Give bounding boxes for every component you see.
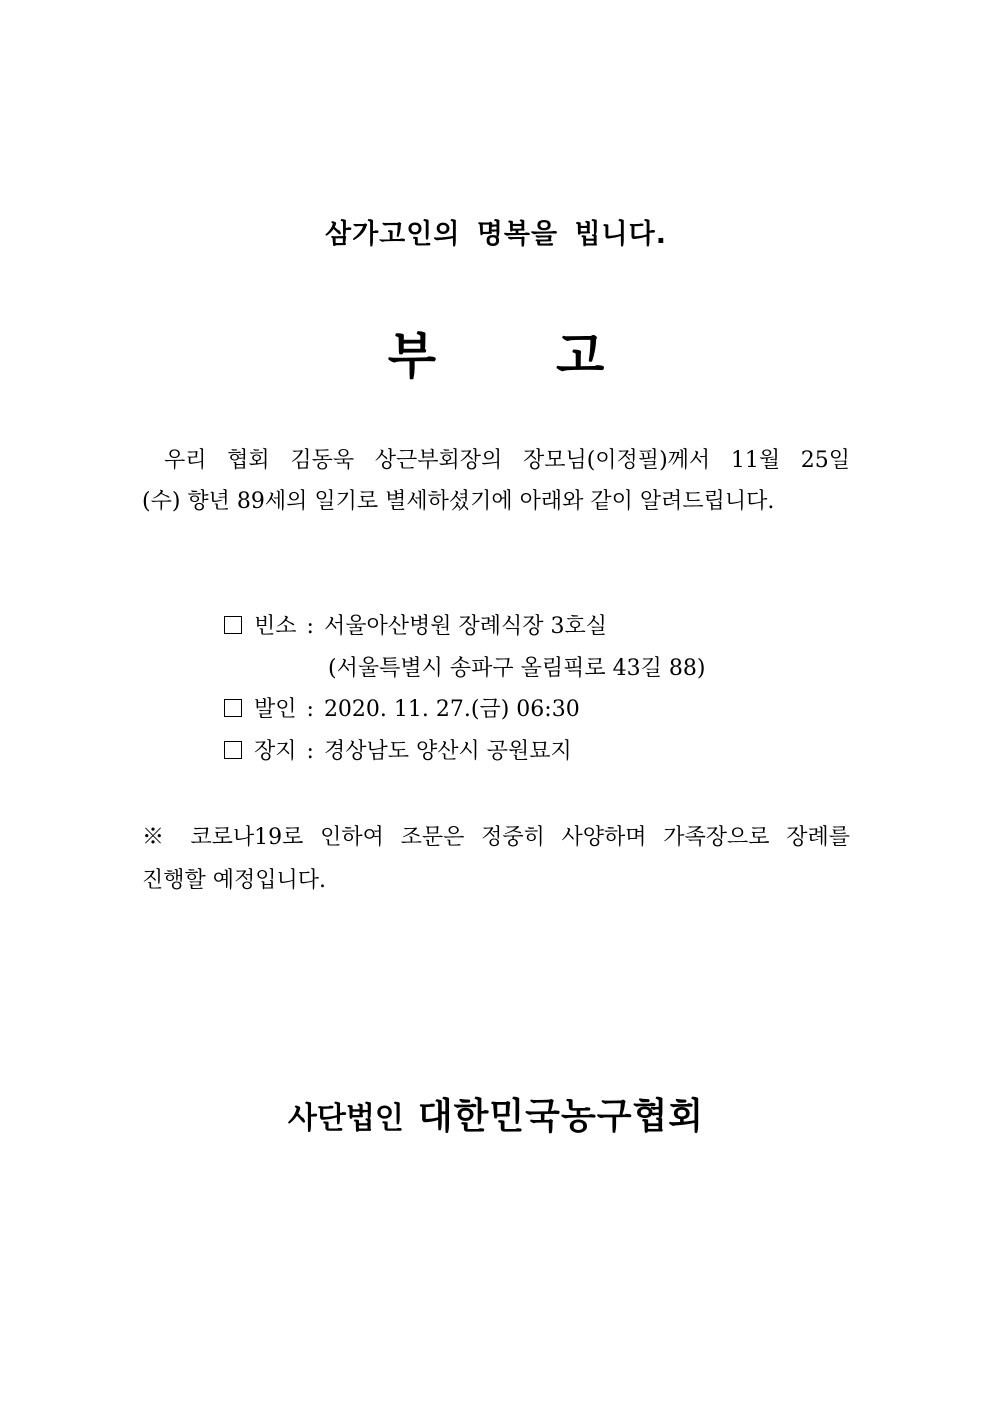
checkbox-square-icon (224, 699, 242, 717)
organization-signature (0, 1088, 992, 1139)
detail-value: 경상남도 양산시 공원묘지 (323, 738, 572, 764)
detail-separator: : (306, 697, 314, 722)
detail-value: 서울아산병원 장례식장 3호실 (323, 614, 607, 639)
detail-label: 발인 (254, 697, 297, 722)
detail-burial (224, 731, 705, 773)
detail-funeral-hall (224, 606, 705, 648)
notice-line-1: ※ 코로나19로 인하여 조문은 정중히 사양하며 가족장으로 장례를 (142, 825, 850, 850)
detail-separator: : (306, 614, 314, 639)
intro-line-2: (수) 향년 89세의 일기로 별세하셨기에 아래와 같이 알려드립니다. (142, 489, 775, 514)
checkbox-square-icon (224, 616, 242, 634)
condolence-heading: 삼가고인의 명복을 빕니다. (325, 219, 667, 250)
organization-name: 대한민국농구협회 (417, 1096, 705, 1137)
detail-label: 장지 (254, 738, 297, 764)
notice-paragraph (142, 816, 850, 902)
title-char-2: 고 (556, 327, 605, 385)
intro-paragraph (142, 440, 850, 522)
checkbox-square-icon (224, 741, 242, 759)
detail-label: 빈소 (254, 614, 297, 639)
page-title (0, 326, 992, 386)
detail-funeral-hall-address: (서울특별시 송파구 올림픽로 43길 88) (328, 655, 706, 681)
notice-line-2: 진행할 예정입니다. (142, 868, 327, 893)
detail-separator: : (306, 738, 314, 764)
detail-departure (224, 689, 705, 731)
title-char-1: 부 (387, 327, 436, 385)
details-list (224, 606, 705, 772)
intro-line-1: 우리 협회 김동욱 상근부회장의 장모님(이정필)께서 11월 25일 (164, 448, 850, 473)
organization-prefix: 사단법인 (287, 1101, 404, 1136)
detail-value: 2020. 11. 27.(금) 06:30 (323, 697, 580, 722)
